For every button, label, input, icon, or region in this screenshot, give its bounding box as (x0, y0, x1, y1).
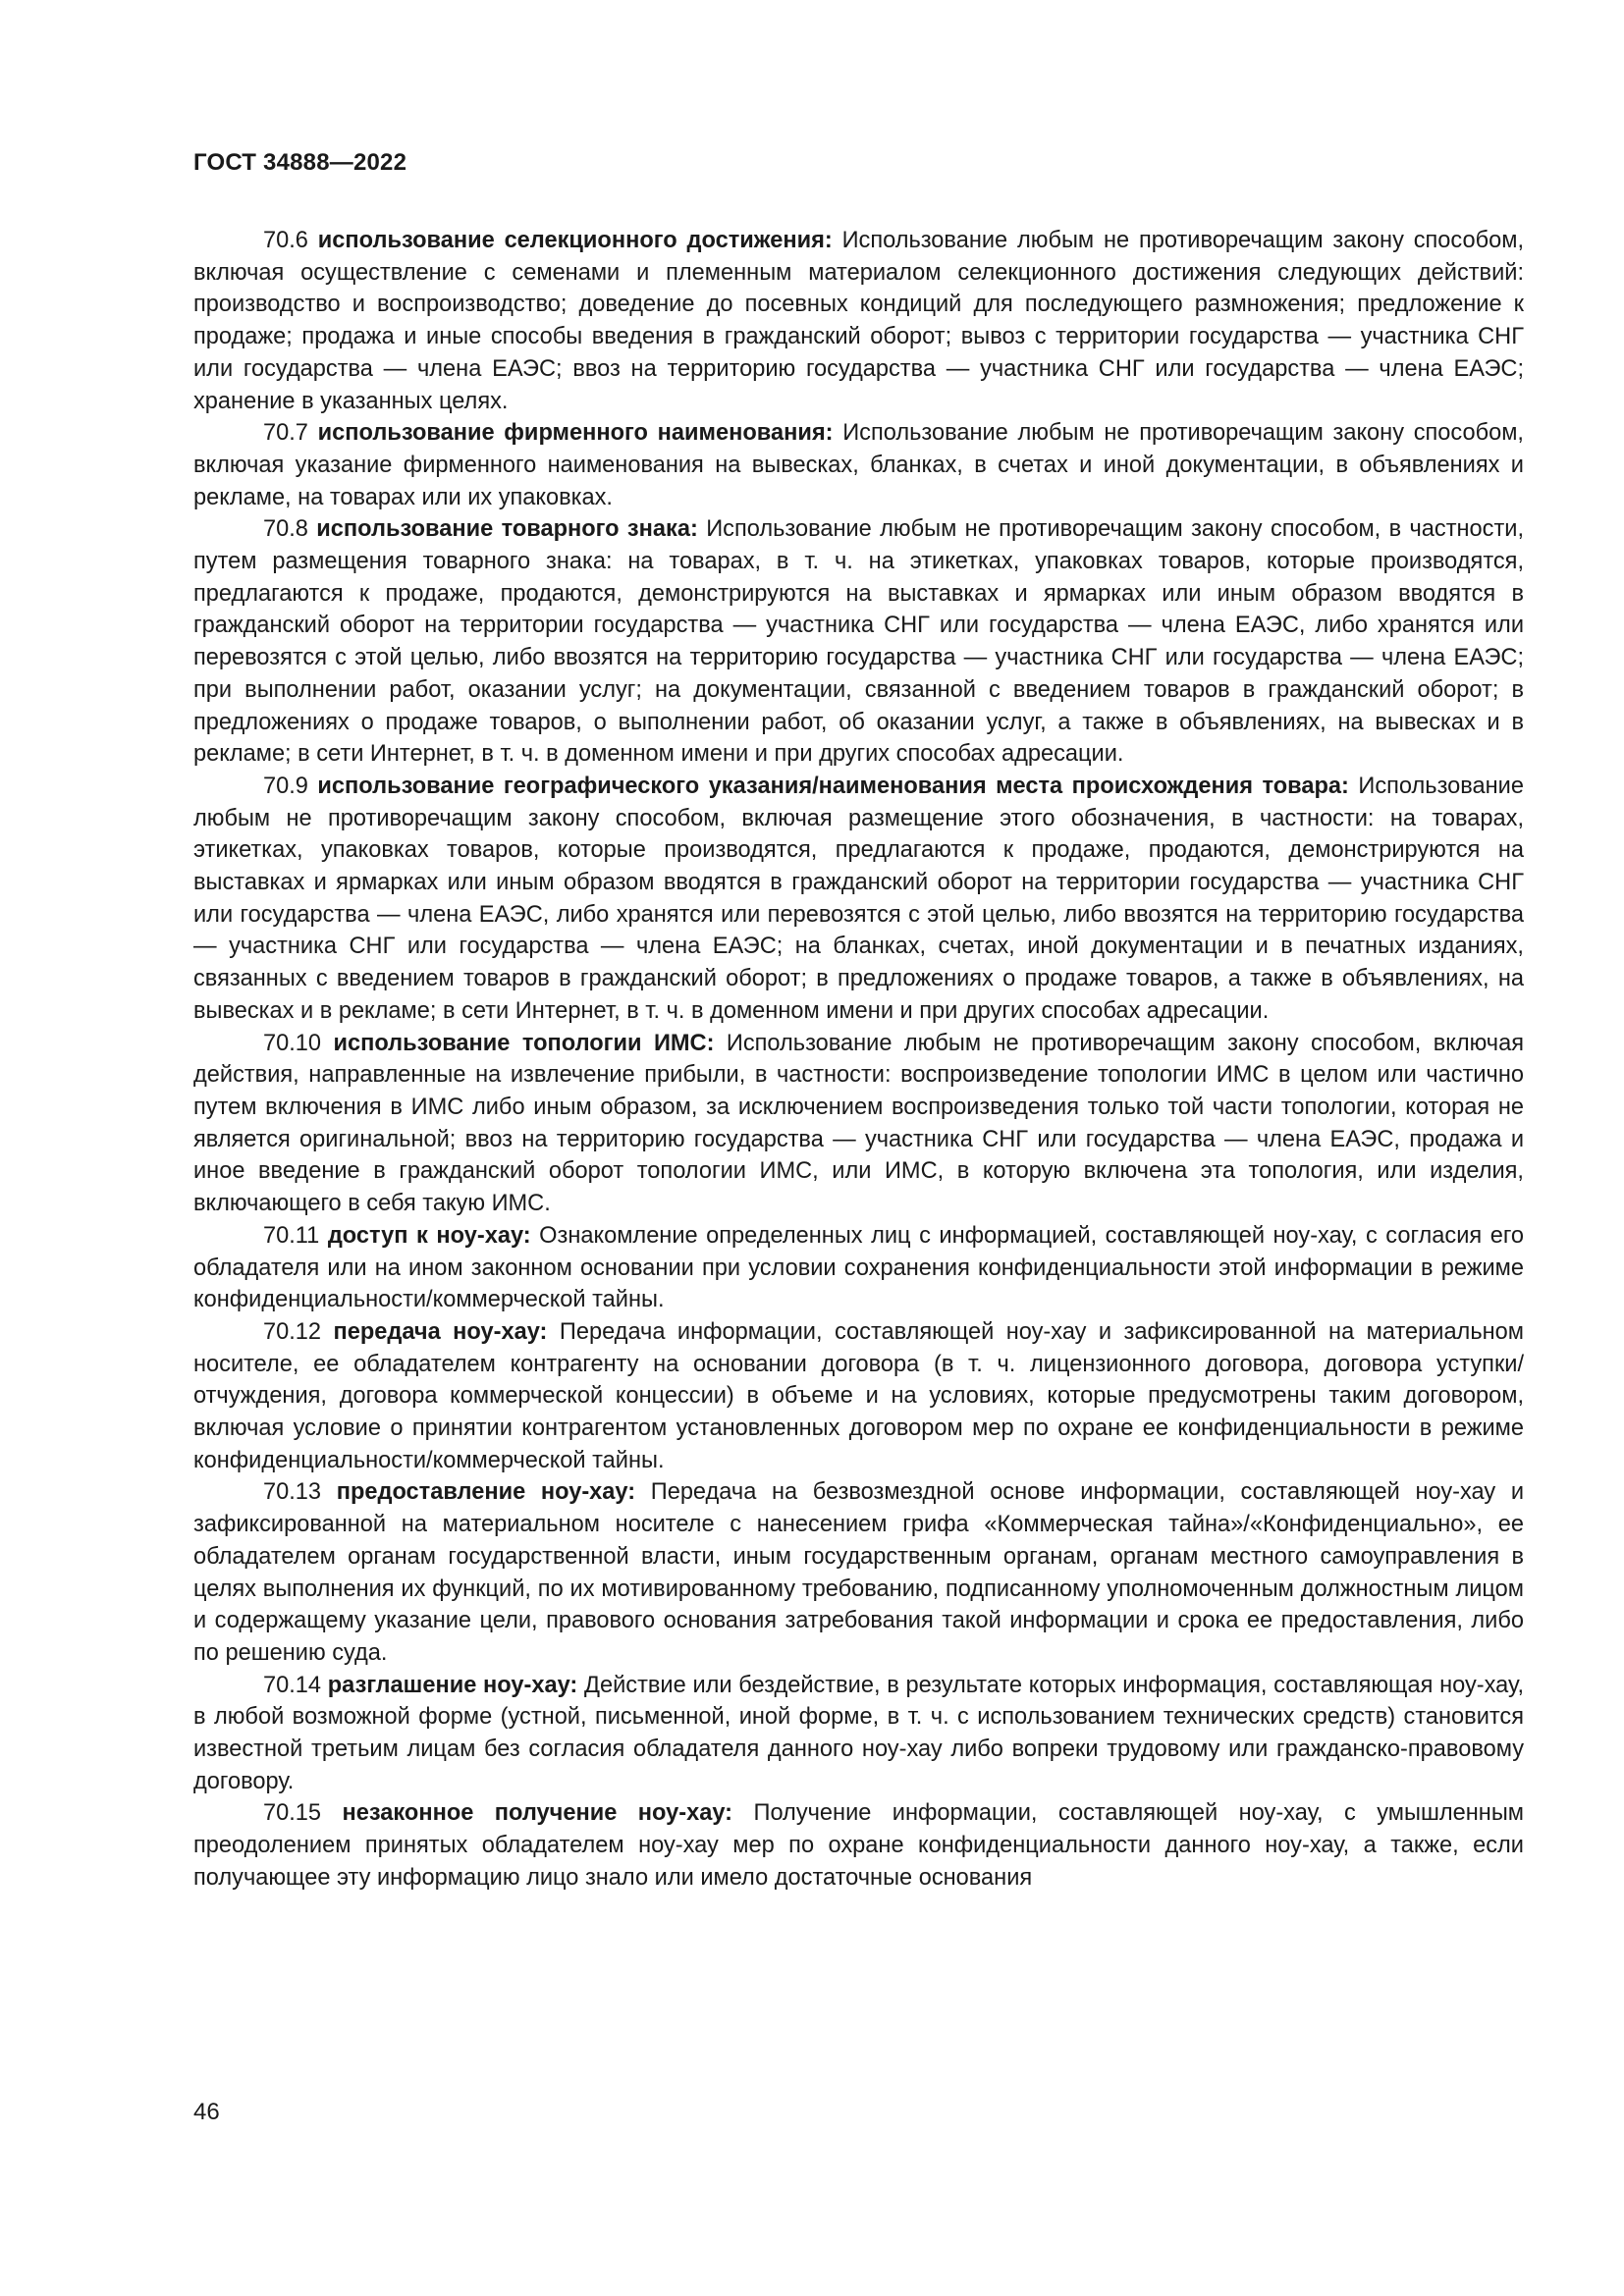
term-definition: Получение информации, составляющей ноу-хау, с умышленным преодолением принятых обладателем ноу-хау мер по охране конфиденциальности данного ноу-хау, а также, если получающее эту информацию лицо знало или имело достаточные основания (193, 1800, 1524, 1891)
term-title: разглашение ноу-хау: (327, 1672, 578, 1698)
term-definition: Ознакомление определенных лиц с информацией, составляющей ноу-хау, с согласия его обладателя или на ином законном основании при условии сохранения конфиденциальности этой информации в режиме конфиденциальности/коммерческой тайны. (193, 1222, 1525, 1313)
paragraph-number: 70.10 (263, 1030, 322, 1056)
term-definition: Использование любым не противоречащим закону способом, включая осуществление с семенами и племенным материалом селекционного достижения следующих действий: производство и воспроизводство; доведение до посевных кондиций для последующего размножения; предложение к продаже; продажа и иные способы введения в гражданский оборот; вывоз с территории государства — участника СНГ или государства — члена ЕАЭС; ввоз на территорию государства — участника СНГ или государства — члена ЕАЭС; хранение в указанных целях. (193, 228, 1525, 414)
paragraph-70-8 (193, 513, 1524, 771)
page-number: 46 (193, 2099, 220, 2125)
term-definition: Действие или бездействие, в результате которых информация, составляющая ноу-хау, в любой возможной форме (устной, письменной, иной форме, в т. ч. с использованием технических средств) становится известной третьим лицам без согласия обладателя данного ноу-хау либо вопреки трудовому или гражданско-правовому договору. (193, 1672, 1524, 1794)
term-title: незаконное получение ноу-хау: (342, 1800, 733, 1827)
term-definition: Использование любым не противоречащим закону способом, в частности, путем размещения товарного знака: на товарах, в т. ч. на этикетках, упаковках товаров, которые производятся, предлагаются к продаже, продаются, демонстрируются на выставках и ярмарках или иным образом вводятся в гражданский оборот на территории государства — участника СНГ или государства — члена ЕАЭС, либо хранятся или перевозятся с этой целью, либо ввозятся на территорию государства — участника СНГ или государства — члена ЕАЭС; при выполнении работ, оказании услуг; на документации, связанной с введением товаров в гражданский оборот; в предложениях о продаже товаров, о выполнении работ, об оказании услуг, а также в объявлениях, на вывесках и в рекламе; в сети Интернет, в т. ч. в доменном имени и при других способах адресации. (193, 516, 1524, 768)
term-title: использование товарного знака: (316, 516, 698, 543)
term-title: использование географического указания/наименования места происхождения товара: (317, 773, 1349, 799)
paragraph-70-6 (193, 225, 1524, 417)
paragraph-number: 70.7 (263, 420, 308, 447)
term-title: использование селекционного достижения: (317, 228, 833, 253)
paragraph-number: 70.12 (263, 1318, 322, 1345)
term-title: использование фирменного наименования: (317, 420, 834, 447)
document-body (193, 225, 1524, 1895)
paragraph-number: 70.6 (263, 228, 308, 253)
term-definition: Передача на безвозмездной основе информации, составляющей ноу-хау и зафиксированной на материальном носителе с нанесением грифа «Коммерческая тайна»/«Конфиденциально», ее обладателем органам государственной власти, иным государственным органам, органам местного самоуправления в целях выполнения их функций, по их мотивированному требованию, подписанному уполномоченным должностным лицом и содержащему указание цели, правового основания затребования такой информации и срока ее предоставления, либо по решению суда. (193, 1479, 1525, 1666)
paragraph-70-13 (193, 1476, 1524, 1669)
paragraph-70-12 (193, 1316, 1524, 1477)
term-title: использование топологии ИМС: (333, 1030, 715, 1056)
term-definition: Использование любым не противоречащим закону способом, включая размещение этого обозначения, в частности: на товарах, этикетках, упаковках товаров, которые производятся, предлагаются к продаже, продаются, демонстрируются на выставках и ярмарках или иным образом вводятся в гражданский оборот на территории государства — участника СНГ или государства — члена ЕАЭС, либо хранятся или перевозятся с этой целью, либо ввозятся на территорию государства — участника СНГ или государства — члена ЕАЭС; на бланках, счетах, иной документации и в печатных изданиях, связанных с введением товаров в гражданский оборот; в предложениях о продаже товаров, а также в объявлениях, на вывесках и в рекламе; в сети Интернет, в т. ч. в доменном имени и при других способах адресации. (193, 773, 1524, 1024)
paragraph-70-11 (193, 1220, 1524, 1316)
term-title: передача ноу-хау: (333, 1318, 548, 1345)
document-header: ГОСТ 34888—2022 (193, 149, 407, 176)
term-definition: Использование любым не противоречащим закону способом, включая указание фирменного наименования на вывесках, бланках, в счетах и иной документации, в объявлениях и рекламе, на товарах или их упаковках. (193, 420, 1524, 510)
paragraph-70-14 (193, 1670, 1524, 1798)
paragraph-number: 70.14 (263, 1672, 322, 1698)
paragraph-number: 70.9 (263, 773, 308, 799)
paragraph-70-10 (193, 1028, 1524, 1220)
paragraph-number: 70.11 (263, 1222, 320, 1249)
term-definition: Использование любым не противоречащим закону способом, включая действия, направленные на извлечение прибыли, в частности: воспроизведение топологии ИМС в целом или частично путем включения в ИМС либо иным образом, за исключением воспроизведения только той части топологии, которая не является оригинальной; ввоз на территорию государства — участника СНГ или государства — члена ЕАЭС, продажа и иное введение в гражданский оборот топологии ИМС, или ИМС, в которую включена эта топология, или изделия, включающего в себя такую ИМС. (193, 1030, 1524, 1217)
term-definition: Передача информации, составляющей ноу-хау и зафиксированной на материальном носителе, ее обладателем контрагенту на основании договора (в т. ч. лицензионного договора, договора уступки/отчуждения, договора коммерческой концессии) в объеме и на условиях, которые предусмотрены таким договором, включая условие о принятии контрагентом установленных договором мер по охране ее конфиденциальности в режиме конфиденциальности/коммерческой тайны. (193, 1318, 1524, 1473)
paragraph-70-15 (193, 1797, 1524, 1894)
paragraph-number: 70.13 (263, 1479, 322, 1506)
paragraph-70-7 (193, 417, 1524, 513)
paragraph-number: 70.8 (263, 516, 308, 543)
paragraph-number: 70.15 (263, 1800, 322, 1827)
term-title: доступ к ноу-хау: (327, 1222, 531, 1249)
paragraph-70-9 (193, 771, 1524, 1028)
term-title: предоставление ноу-хау: (336, 1479, 636, 1506)
